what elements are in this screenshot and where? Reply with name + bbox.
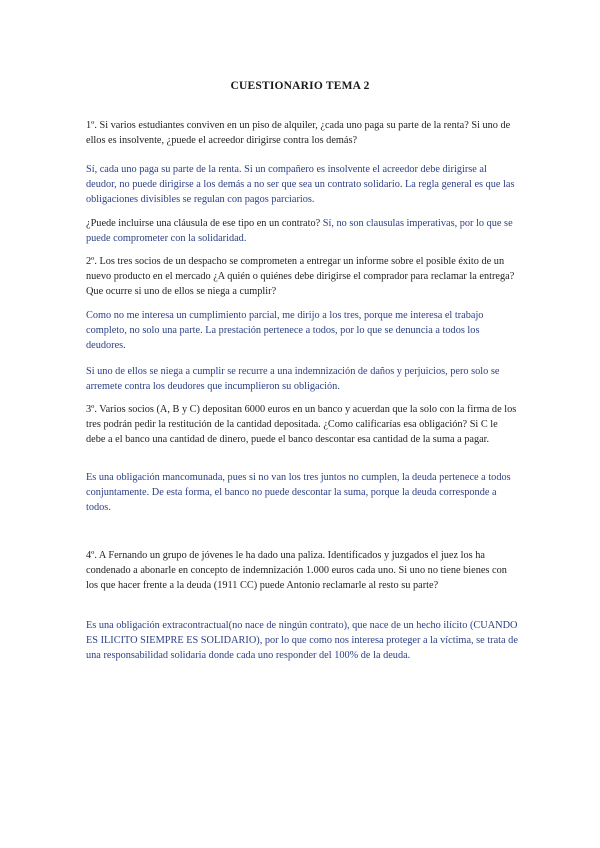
answer-3: Es una obligación mancomunada, pues si no van los tres juntos no cumplen, la deuda pertenece a todos conjuntamente. De esta forma, el banco no puede descontar la suma, porque la deuda corresponde a todos.	[86, 472, 511, 514]
document-title: CUESTIONARIO TEMA 2	[230, 80, 370, 92]
question-1: 1º. Si varios estudiantes conviven en un piso de alquiler, ¿cada uno paga su parte de la renta? Si uno de ellos es insolvente, ¿puede el acreedor dirigirse contra los demás?	[86, 120, 511, 147]
question-3: 3º. Varios socios (A, B y C) depositan 6000 euros en un banco y acuerdan que la solo con la firma de los tres podrán pedir la restitución de la cantidad depositada. ¿Como calificarías esa obligación? Si C le debe a el banco una cantidad de dinero, puede el banco descontar esa cantidad de la suma a pagar.	[86, 404, 517, 446]
answer-2b: Si uno de ellos se niega a cumplir se recurre a una indemnización de daños y perjuicios, pero solo se arremete contra los deudores que incumplieron su obligación.	[86, 366, 500, 393]
question-4: 4º. A Fernando un grupo de jóvenes le ha dado una paliza. Identificados y juzgados el juez los ha condenado a abonarle en concepto de indemnización 1.000 euros cada uno. Si uno no tiene bienes con los que hacer frente a la deuda (1911 CC) puede Antonio reclamarle al resto su parte?	[86, 550, 507, 592]
question-answer-1b	[86, 216, 518, 246]
question-2: 2º. Los tres socios de un despacho se comprometen a entregar un informe sobre el posible éxito de un nuevo producto en el mercado ¿A quién o quiénes debe dirigirse el comprador para reclamar la entrega? Que ocurre si uno de ellos se niega a cumplir?	[86, 256, 515, 298]
answer-1b: Sí, no son clausulas imperativas, por lo que se puede comprometer con la solidaridad.	[86, 218, 513, 245]
answer-1: Sí, cada uno paga su parte de la renta. Si un compañero es insolvente el acreedor debe dirigirse al deudor, no puede dirigirse a los demás a no ser que sea un contrato solidario. La regla general es que las obligaciones divisibles se regulan con pagos parciarios.	[86, 164, 515, 206]
answer-4: Es una obligación extracontractual(no nace de ningún contrato), que nace de un hecho ilícito (CUANDO ES ILICITO SIEMPRE ES SOLIDARIO), por lo que como nos interesa proteger a la víctima, se trata de una responsabilidad solidaria donde cada uno responder del 100% de la deuda.	[86, 620, 518, 662]
question-1b: ¿Puede incluirse una cláusula de ese tipo en un contrato?	[86, 218, 323, 229]
answer-2: Como no me interesa un cumplimiento parcial, me dirijo a los tres, porque me interesa el trabajo completo, no solo una parte. La prestación pertenece a todos, por lo que se denuncia a todos los deudores.	[86, 310, 484, 352]
